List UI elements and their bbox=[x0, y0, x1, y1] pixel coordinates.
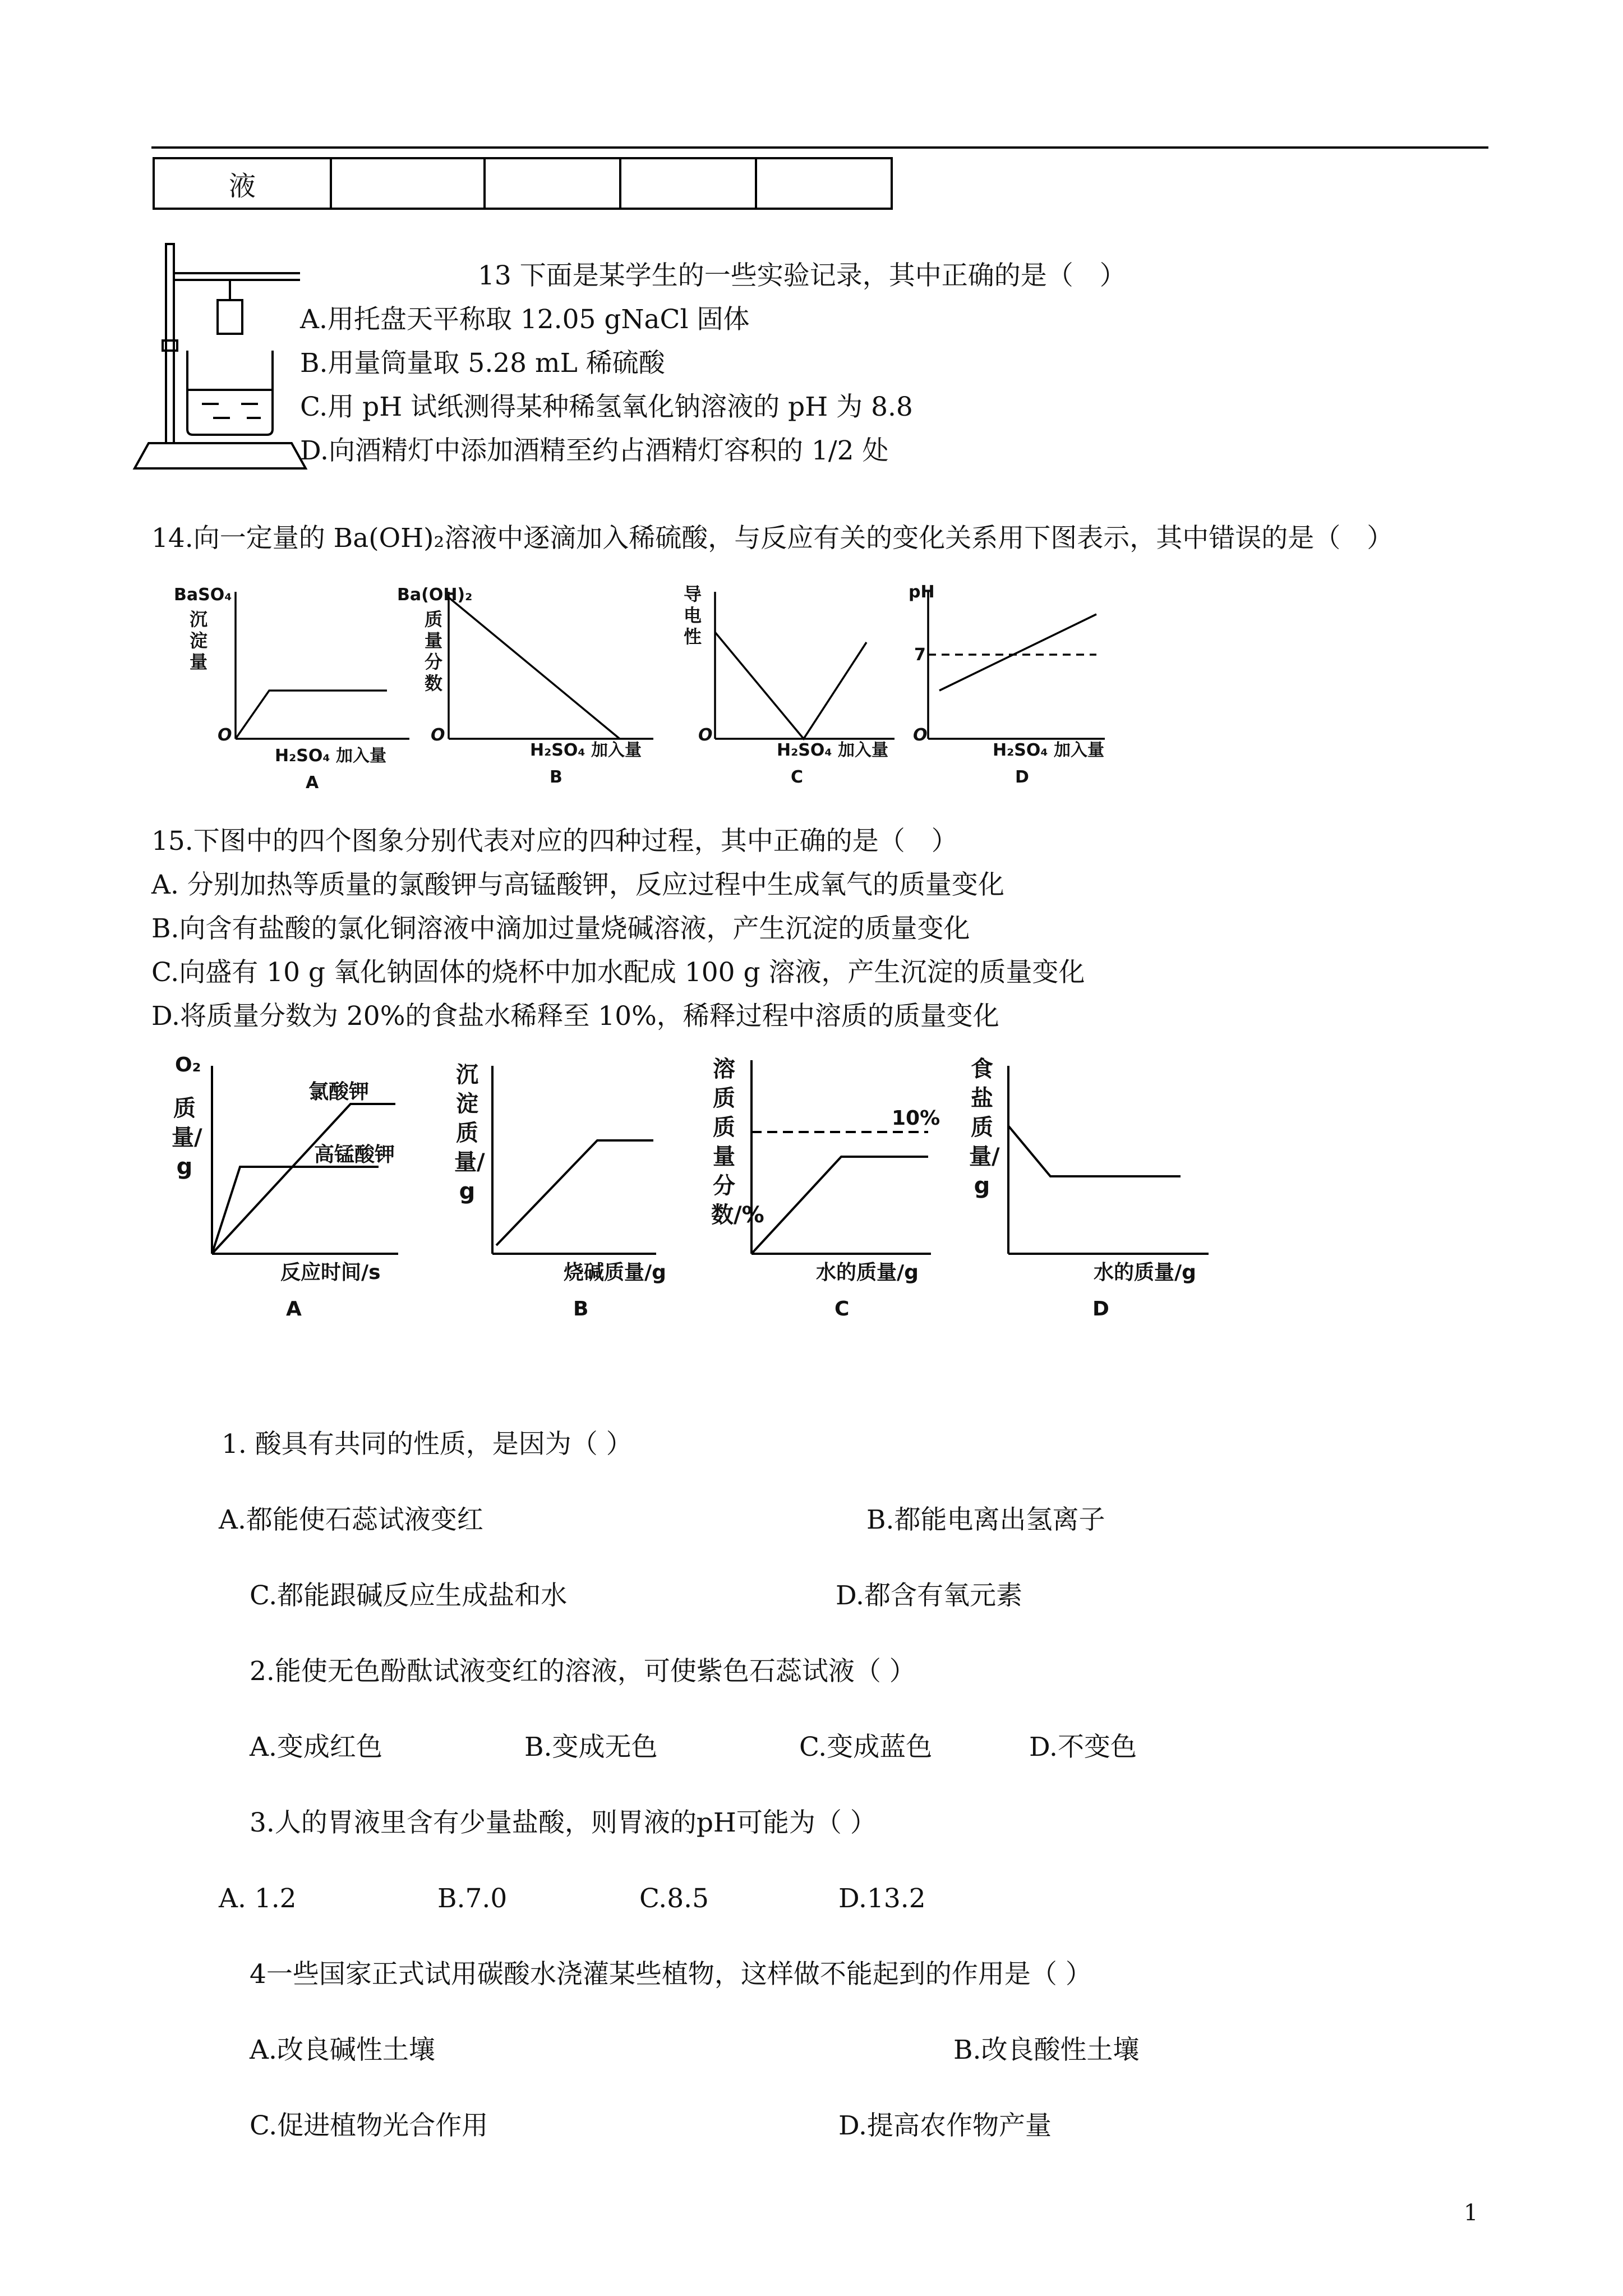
q14b-letter: B bbox=[550, 767, 562, 787]
page-number: 1 bbox=[1464, 2200, 1478, 2226]
q15b-letter: B bbox=[573, 1297, 589, 1320]
q13-option-d: D.向酒精灯中添加酒精至约占酒精灯容积的 1/2 处 bbox=[300, 435, 889, 466]
q15-option-c: C.向盛有 10 g 氧化钠固体的烧杯中加水配成 100 g 溶液，产生沉淀的质量变化 bbox=[151, 957, 1085, 988]
q14b-curve bbox=[449, 597, 620, 739]
question-3-option-b: B.7.0 bbox=[437, 1883, 508, 1914]
question-1-option-d: D.都含有氧元素 bbox=[836, 1580, 1022, 1611]
question-4-option-c: C.促进植物光合作用 bbox=[250, 2110, 488, 2141]
q14a-xlabel: H₂SO₄ 加入量 bbox=[275, 746, 386, 766]
q15d-curve bbox=[1008, 1126, 1181, 1176]
q14c-curve bbox=[715, 632, 866, 739]
question-3-stem: 3.人的胃液里含有少量盐酸，则胃液的pH可能为（ ） bbox=[250, 1807, 877, 1838]
iron-stand-beaker-illustration bbox=[129, 238, 320, 485]
header-rule bbox=[151, 146, 1488, 149]
question-4-option-d: D.提高农作物产量 bbox=[838, 2110, 1052, 2141]
q15a-kmno4-curve bbox=[212, 1167, 379, 1254]
question-1-option-b: B.都能电离出氢离子 bbox=[866, 1504, 1105, 1535]
q15a-letter: A bbox=[286, 1297, 302, 1320]
q15a-ylabel: 质量/g bbox=[172, 1096, 202, 1180]
table-cell bbox=[485, 158, 620, 209]
q13-stem: 13 下面是某学生的一些实验记录，其中正确的是（ ） bbox=[478, 260, 1126, 291]
q14a-letter: A bbox=[306, 773, 319, 793]
q15c-xlabel: 水的质量/g bbox=[816, 1261, 919, 1284]
question-3-option-a: A. 1.2 bbox=[219, 1883, 297, 1914]
q15a-kclo3-curve bbox=[212, 1104, 395, 1254]
q14d-letter: D bbox=[1015, 767, 1029, 787]
q14a-origin: O bbox=[218, 725, 232, 745]
q14d-ylabel: pH bbox=[909, 582, 935, 602]
q14d-origin: O bbox=[913, 725, 928, 745]
q15-option-a: A. 分别加热等质量的氯酸钾与高锰酸钾，反应过程中生成氧气的质量变化 bbox=[151, 869, 1004, 900]
q15c-ylabel: 溶质质量分数/% bbox=[711, 1056, 764, 1228]
table-cell bbox=[331, 158, 485, 209]
q15d-ylabel: 食盐质量/g bbox=[969, 1056, 1000, 1199]
q15c-annotation: 10% bbox=[892, 1107, 940, 1130]
question-1-option-c: C.都能跟碱反应生成盐和水 bbox=[250, 1580, 568, 1611]
q14-stem: 14.向一定量的 Ba(OH)₂溶液中逐滴加入稀硫酸，与反应有关的变化关系用下图表示，其中错误的是（ ） bbox=[151, 523, 1394, 554]
answer-table bbox=[153, 157, 893, 210]
q13-option-b: B.用量筒量取 5.28 mL 稀硫酸 bbox=[300, 348, 665, 379]
q14d-tick-7: 7 bbox=[914, 645, 926, 665]
q15c-letter: C bbox=[834, 1297, 850, 1320]
q15a-series-kclo3: 氯酸钾 bbox=[308, 1080, 370, 1103]
question-2-option-a: A.变成红色 bbox=[250, 1732, 382, 1763]
q15d-xlabel: 水的质量/g bbox=[1094, 1261, 1196, 1284]
q14a-ylabel-top: BaSO₄ bbox=[174, 585, 232, 605]
table-cell bbox=[620, 158, 756, 209]
q15b-ylabel: 沉淀质量/g bbox=[454, 1062, 485, 1204]
q15a-ylabel-top: O₂ bbox=[175, 1053, 201, 1076]
question-3-option-d: D.13.2 bbox=[838, 1883, 926, 1914]
q14d-curve bbox=[939, 614, 1096, 691]
question-3-option-c: C.8.5 bbox=[639, 1883, 709, 1914]
q14b-ylabel: 质量分数 bbox=[424, 609, 442, 694]
q15b-xlabel: 烧碱质量/g bbox=[564, 1261, 666, 1284]
q13-option-a: A.用托盘天平称取 12.05 gNaCl 固体 bbox=[300, 304, 750, 335]
question-2-option-b: B.变成无色 bbox=[524, 1732, 658, 1763]
q14c-origin: O bbox=[698, 725, 713, 745]
q13-option-c: C.用 pH 试纸测得某种稀氢氧化钠溶液的 pH 为 8.8 bbox=[300, 392, 913, 422]
q15c-curve bbox=[751, 1157, 928, 1254]
q14-graphs bbox=[163, 581, 1172, 799]
question-4-stem: 4一些国家正式试用碳酸水浇灌某些植物，这样做不能起到的作用是（ ） bbox=[250, 1959, 1092, 1990]
q15-option-b: B.向含有盐酸的氯化铜溶液中滴加过量烧碱溶液，产生沉淀的质量变化 bbox=[151, 913, 970, 944]
q14a-ylabel: 沉淀量 bbox=[189, 609, 208, 673]
q15a-xlabel: 反应时间/s bbox=[280, 1261, 381, 1284]
table-cell bbox=[756, 158, 892, 209]
q14a-curve bbox=[236, 691, 387, 739]
question-2-stem: 2.能使无色酚酞试液变红的溶液，可使紫色石蕊试液（ ） bbox=[250, 1656, 916, 1687]
q14c-letter: C bbox=[791, 767, 804, 787]
q14c-xlabel: H₂SO₄ 加入量 bbox=[777, 740, 888, 760]
question-1-option-a: A.都能使石蕊试液变红 bbox=[219, 1504, 483, 1535]
q15a-series-kmno4: 高锰酸钾 bbox=[314, 1143, 395, 1166]
q14b-ylabel-top: Ba(OH)₂ bbox=[397, 585, 473, 605]
question-1-stem: 1. 酸具有共同的性质，是因为（ ） bbox=[222, 1429, 633, 1460]
q14d-xlabel: H₂SO₄ 加入量 bbox=[993, 740, 1104, 760]
q14c-ylabel: 导电性 bbox=[683, 583, 702, 647]
q14b-xlabel: H₂SO₄ 加入量 bbox=[530, 740, 642, 760]
table-cell-label: 液 bbox=[154, 158, 331, 209]
q15-option-d: D.将质量分数为 20%的食盐水稀释至 10%，稀释过程中溶质的质量变化 bbox=[151, 1001, 999, 1032]
question-4-option-b: B.改良酸性土壤 bbox=[953, 2035, 1140, 2065]
question-2-option-c: C.变成蓝色 bbox=[799, 1732, 933, 1763]
question-2-option-d: D.不变色 bbox=[1029, 1732, 1137, 1763]
q14b-origin: O bbox=[431, 725, 445, 745]
q15b-curve bbox=[496, 1140, 653, 1245]
q15-stem: 15.下图中的四个图象分别代表对应的四种过程，其中正确的是（ ） bbox=[151, 826, 958, 857]
question-4-option-a: A.改良碱性土壤 bbox=[250, 2035, 435, 2065]
q15d-letter: D bbox=[1092, 1297, 1109, 1320]
